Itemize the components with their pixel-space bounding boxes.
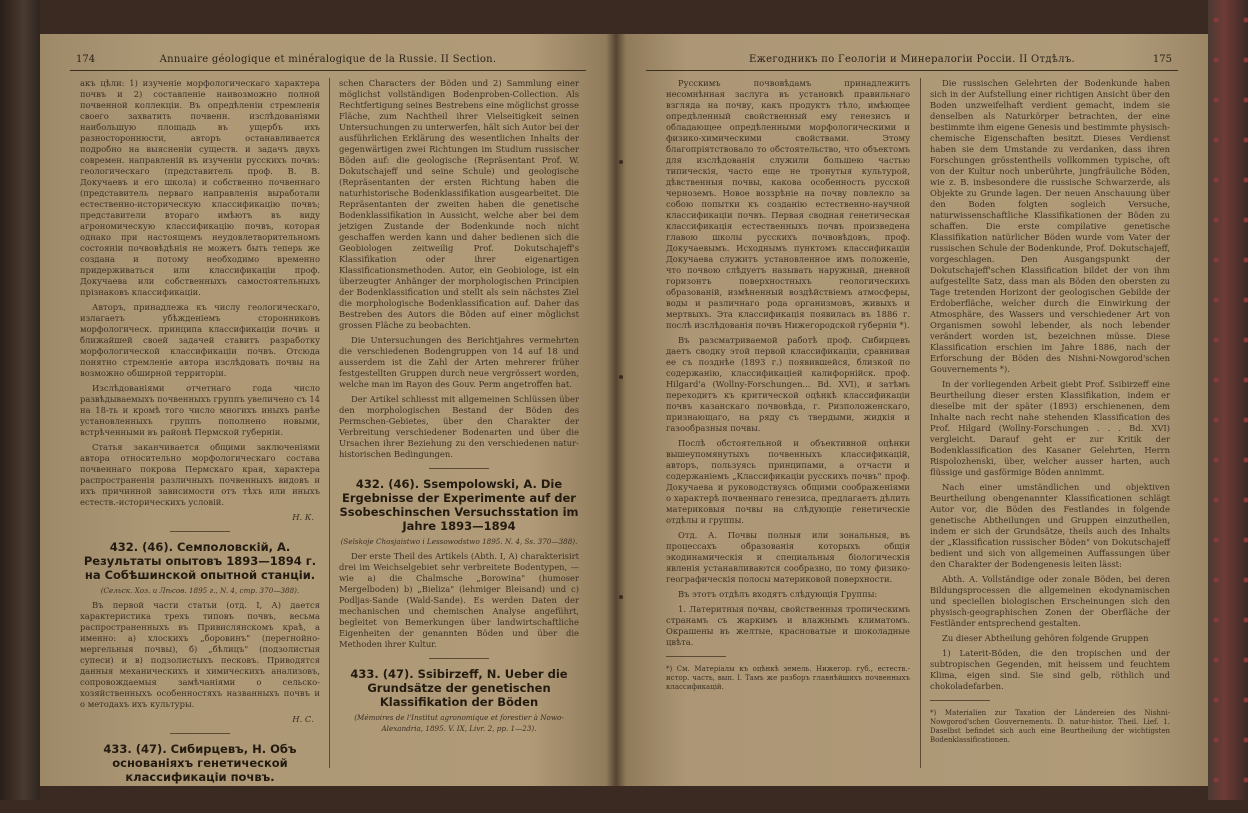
entry-source: (Selskoje Chosjaistwo i Lessowodstwo 1895. N. 4, Ss. 370—388). xyxy=(340,537,578,546)
paragraph: Der Artikel schliesst mit allgemeinen Schlüssen über den morphologischen Bestand der Böden des Permschen-Gebietes, über den Charakter der Verbreitung verschiedener Bodenarten und über die Ursachen ihrer Beziehung zu den verschiedenen natur-historischen Bedingungen. xyxy=(339,394,579,459)
left-page xyxy=(40,34,616,808)
paragraph: Der erste Theil des Artikels (Abth. I, A) charakterisirt drei im Weichselgebiet sehr verbreitete Bodentypen, — wie a) die Chalmsche „Borowina" (humoser Mergelboden) b) „Bieliza" (lehmiger Bleisand) und c) Podljas-Sande (Wald-Sande). Es werden Daten der mechanischen und chemischen Analyse angeführt, begleitet von Bemerkungen über landwirtschaftliche Eigenheiten der genannten Böden und über die Methoden ihrer Kultur. xyxy=(339,551,579,649)
paragraph: Послѣ обстоятельной и объективной оцѣнки вышеупомянутыхъ почвенныхъ классификацій, авторъ, пользуясь принципами, а отчасти и содержаніемъ „Классификаціи русскихъ почвъ" проф. Докучаева и руководствуясь общими соображеніями о характерѣ почвеннаго генезиса, предлагаетъ дѣлить материковыя почвы на слѣдующіе генетическіе отдѣлы и группы. xyxy=(666,438,910,525)
paragraph: Русскимъ почвовѣдамъ принадлежитъ несомнѣнная заслуга въ установкѣ правильнаго взгляда на почву, какъ продуктъ тѣло, имѣющее опредѣленный свойственный ему генезисъ и обладающее опредѣленными морфологическими и физико-химическими свойствами. Этому благопріятствовало то обстоятельство, что объектомъ для изслѣдованія служили большею частью типическія, часто еще не тронутыя культурой, дѣвственныя почвы, какова особенность русской черноземъ. Новое воззрѣніе на почву повлекло за собою попытки къ созданію естественно-научной классификаціи почвъ. Первая сводная генетическая классификація естественныхъ почвъ произведена главою школы русскихъ почвовѣдовъ, проф. Докучаевымъ. Исходнымъ пунктомъ классификаціи Докучаева служитъ установленное имъ положеніе, что почвою слѣдуетъ называть наружный, дневной горизонтъ поверхностныхъ геологическихъ образованій, измѣненный воздѣйствіемъ атмосферы, воды и различнаго рода организмовъ, живыхъ и мертвыхъ. Эта классификація появилась въ 1886 г. послѣ изслѣдованія почвъ Нижегородской губерніи *). xyxy=(666,78,910,330)
running-head: Annuaire géologique et minéralogique de la Russie. II Section. xyxy=(159,54,497,65)
paragraph: Die Untersuchungen des Berichtjahres vermehrten die verschiedenen Bodengruppen von 14 auf 18 und ausserdem ist die Zahl der Arten mehrerer früher festgestellten Gruppen durch neue vergrössert worden, welche man im Rayon des Gouv. Perm angetroffen hat. xyxy=(339,335,579,389)
right-page xyxy=(616,34,1208,786)
paragraph: Die russischen Gelehrten der Bodenkunde haben sich in der Aufstellung einer richtigen Ansicht über den Boden unzweifelhaft verdient gemacht, indem sie denselben als Naturkörper betrachten, der eine bestimmte ihm eigene Genesis und bestimmte physisch-chemische Eigenschaften besitzt. Dieses Verdienst haben sie dem Umstande zu verdanken, dass ihren Forschungen grösstentheils vollkommen typische, oft von der Kultur noch unberührte, jungfräuliche Böden, wie z. B. insbesondere die russische Schwarzerde, als Objekte zu Grunde lagen. Der neuen Anschauung über den Boden folgten sogleich Versuche, naturwissenschaftliche Klassifikationen der Böden zu schaffen. Die erste compilative genetische Klassifikation natürlicher Böden wurde vom Vater der russischen Schule der Bodenkunde, Prof. Dokutschajeff, vorgeschlagen. Den Ausgangspunkt der Dokutschajeff'schen Klassification bildet der von ihm aufgestellte Satz, dass man als Böden den obersten zu Tage tretenden Horizont der geologischen Gebilde der Erdoberfläche, welcher durch die Einwirkung der Atmosphäre, des Wassers und verschiedener Art von Organismen sowohl lebender, als noch lebender verändert worden ist, bezeichnen müsse. Diese Klassification erschien im Jahre 1886, nach der Erforschung der Böden des Nishni-Nowgorod'schen Gouvernements *). xyxy=(930,78,1170,374)
binding-hole xyxy=(619,595,623,599)
paragraph: 1) Laterit-Böden, die den tropischen und der subtropischen Gegenden, mit heissem und feuchtem Klima, eigen sind. Sie sind gelb, röthlich und chokoladefarben. xyxy=(930,648,1170,691)
book-gutter xyxy=(606,34,626,786)
right-page-header xyxy=(646,50,1178,71)
paragraph: Zu dieser Abtheilung gehören folgende Gruppen xyxy=(942,633,1149,643)
divider xyxy=(429,658,489,659)
divider xyxy=(170,733,230,734)
entry-title: 432. (46). Семполовскій, А. Результаты опытовъ 1893—1894 г. на Собѣшинской опытной станціи. xyxy=(83,540,317,582)
paragraph: Изслѣдованіями отчетнаго года число развѣдываемыхъ почвенныхъ группъ увеличено съ 14 на 18-ть и кромѣ того число многихъ иныхъ ранѣе установленныхъ группъ пополнено новыми, встрѣченными въ районѣ Пермской губерніи. xyxy=(80,383,320,437)
signature: Н. К. xyxy=(292,512,314,522)
divider xyxy=(170,531,230,532)
signature: Н. С. xyxy=(292,714,314,724)
right-col-german xyxy=(930,78,1170,745)
paragraph: Nach einer umständlichen und objektiven Beurtheilung obengenannter Klassificationen schlägt Autor vor, die Böden des Festlandes in folgende genetische Abtheilungen und Gruppen einzutheilen, indem er sich der Grundsätze, theils auch des Inhalts der „Klassification russischer Böden" von Dokutschajeff bedient und sich von allgemeinen Auffassungen über den Charakter der Bodengenesis leiten lässt: xyxy=(930,482,1170,569)
divider xyxy=(666,656,726,657)
running-head: Ежегодникъ по Геологіи и Минералогіи Россіи. II Отдѣлъ. xyxy=(749,54,1075,65)
entry-source: (Записки Ново-Александр. Инст. Сельск.-Хоз. и Лѣсоводства. 1895 г., Т. IX, вып. 2, стр. 1—23). xyxy=(107,788,293,808)
entry-title: 432. (46). Ssempolowski, A. Die Ergebnisse der Experimente auf der Ssobeschinschen Versuchsstation im Jahre 1893—1894 xyxy=(339,477,579,533)
paragraph: Отд. А. Почвы полныя или зональныя, въ процессахъ образованія которыхъ общія экодинамическія и специальныя біологическія явленія устанавливаются сообразно, по тому физико-географическія полосы материковой поверхности. xyxy=(666,530,910,584)
paragraph: Въ первой части статьи (отд. I, А) дается характеристика трехъ типовъ почвъ, весьма распространенныхъ въ Привислянскомъ краѣ, а именно: а) хлоскихъ „боровинъ" (перегнойно-мергельныя почвы), б) „бѣлицъ" (подзолистыя супеси) и в) подзолистыхъ песковъ. Приводятся данныя механическихъ и химическихъ анализовъ, сопровождаемыя замѣчаніями о сельско-хозяйственныхъ особенностяхъ названныхъ почвъ и о методахъ ихъ культуры. xyxy=(80,600,320,709)
binding-hole xyxy=(619,375,623,379)
paragraph: Въ этотъ отдѣлъ входятъ слѣдующія Группы: xyxy=(678,589,878,599)
divider xyxy=(429,468,489,469)
entry-source: (Сельск. Хоз. и Лѣсов. 1895 г., N. 4, стр. 370—388). xyxy=(100,586,300,595)
entry-title: 433. (47). Сибирцевъ, Н. Объ основаніяхъ генетической классификаціи почвъ. xyxy=(103,742,297,784)
left-col-german xyxy=(339,78,579,738)
entry-title: 433. (47). Ssibirzeff, N. Ueber die Grundsätze der genetischen Klassifikation der Böden xyxy=(350,667,568,709)
paragraph: Авторъ, принадлежа къ числу геологическаго, излагаетъ убѣжденіемъ сторонниковъ морфологическ. принципа классификаціи почвъ и ближайшей своей задачей ставитъ разработку морфологической классификаціи почвъ. Отсюда понятно стремленіе автора изслѣдовать почвы на возможно обширной территоріи. xyxy=(80,302,320,378)
column-divider xyxy=(329,78,330,768)
binding-hole xyxy=(619,160,623,164)
left-col-russian xyxy=(80,78,320,813)
paragraph: schen Characters der Böden und 2) Sammlung einer möglichst vollständigen Bodenproben-Collection. Als Rechtfertigung seines Bestrebens eine möglichst grosse Fläche, zum Nachtheil ihrer Vielseitigkeit seinen Untersuchungen zu unterwerfen, hält sich Autor bei der ausführlichen Erklärung des wesentlichen Inhalts der gegenwärtigen zwei Richtungen im Studium russischer Böden auf: die geologische (Repräsentant Prof. W. Dokutschajeff und seine Schule) und geologische (Repräsentanten der ersten Richtung haben die naturhistorische Bodenklassifikation ausgearbeitet. Die Repräsentanten der zweiten haben die genetische Bodenklassifikation in Aussicht, welche aber bei dem jetzigen Zustande der Bodenkunde noch nicht geschaffen werden kann und daher bedienen sich die Geobiologen zeitweilig Prof. Dokutschajeff's Klassifikation oder ihrer eigenartigen Klassificationsmethoden. Autor, ein Geobiologe, ist ein überzeugter Anhänger der morphologischen Principien der Bodenklassification und stellt als sein nächstes Ziel die morphologische Bodenklassification auf. Daher das Bestreben des Autors die Böden auf einer möglichst grossen Fläche zu beobachten. xyxy=(339,78,579,330)
divider xyxy=(930,700,990,701)
paragraph: Въ разсматриваемой работѣ проф. Сибирцевъ даетъ сводку этой первой классификаціи, сравнивая ее съ позднѣе (1893 г.) появившейся, близкой по содержанію, классификаціей калифорнійск. проф. Hilgard'a (Wollny-Forschungen... Bd. XVI), и затѣмъ переходитъ къ критической оцѣнкѣ классификаціи почвъ казанскаго почвовѣда, г. Ризположенскаго, признающаго, на ряду съ твердыми, жидкія и газообразныя почвы. xyxy=(666,335,910,433)
right-col-russian xyxy=(666,78,910,692)
paragraph: In der vorliegenden Arbeit giebt Prof. Ssibirzeff eine Beurtheilung dieser ersten Klassifikation, indem er dieselbe mit der später (1893) erschienenen, dem Inhalte nach recht nahe stehenden Klassification des Prof. Hilgard (Wollny-Forschungen . . . Bd. XVI) vergleicht. Darauf geht er zur Kritik der Bodenklassification des Kasaner Gelehrten, Herrn Rispolozhenski, über, welcher ausser harten, auch flüssige und gasförmige Böden annimmt. xyxy=(930,379,1170,477)
entry-source: (Mémoires de l'Institut agronomique et forestier à Nowo-Alexandria, 1895. V. IX, Livr. 2, pp. 1—23). xyxy=(354,713,564,733)
book-cover-left xyxy=(0,0,40,800)
footnote: *) Materialien zur Taxation der Ländereien des Nishni-Nowgorod'schen Gouvernements. D. natur-histor. Theil. Lief. 1. Daselbst befindet sich auch eine Beurtheilung der wichtigsten Bodenklassificationen. xyxy=(930,709,1170,744)
paragraph: акъ цѣли: 1) изученіе морфологическаго характера почвъ и 2) составленіе наивозможно полной почвенной коллекціи. Въ опредѣленіи стремленія своего захватить почвенн. изслѣдованіями наибольшую площадь въ ущербъ ихъ разностороннюсти, авторъ останавливается подробно на выясненіи существ. и задачъ двухъ современ. направленій въ изученіи русскихъ почвъ: геологическаго (представитель проф. В. В. Докучаевъ и его школа) и собственно почвеннаго (представитель перваго направленія выработали естественно-историческую классификацію почвъ; представители втораго имѣютъ въ виду агрономическую классификацію почвъ, которая однако при настоящемъ неудовлетворительномъ состояніи почвовѣдѣнія не можетъ быть теперь же создана и потому необходимо временно придерживаться или классификаціи проф. Докучаева или собственныхъ самостоятельныхъ прізнаковъ классификаціи. xyxy=(80,78,320,297)
column-divider xyxy=(920,78,921,768)
paragraph: Abth. A. Vollständige oder zonale Böden, bei deren Bildungsprocessen die allgemeinen ekodynamischen und speciellen biologischen Erscheinungen sich den physisch-geographischen Zonen der Oberfläche der Festländer entsprechend gestalten. xyxy=(930,574,1170,628)
page-number: 174 xyxy=(76,54,96,65)
paragraph: 1. Латеритныя почвы, свойственныя тропическимъ странамъ съ жаркимъ и влажнымъ климатомъ. Окрашены въ желтые, красноватые и шоколадные цвѣта. xyxy=(666,604,910,647)
footnote: *) См. Матеріалы къ оцѣнкѣ земель. Нижегор. губ., естеств.-истор. часть, вып. I. Тамъ же разборъ главнѣйшихъ почвенныхъ классификацій. xyxy=(666,665,910,691)
page-number: 175 xyxy=(1152,54,1172,65)
book-cover-right xyxy=(1208,0,1248,800)
paragraph: Статья заканчивается общими заключеніями автора относительно морфологическаго состава почвеннаго покрова Пермскаго края, характера распространенія различныхъ почвенныхъ видовъ и ихъ причинной зависимости отъ тѣхъ или иныхъ естеств.-историческихъ условій. xyxy=(80,442,320,507)
left-page-header xyxy=(70,50,586,71)
